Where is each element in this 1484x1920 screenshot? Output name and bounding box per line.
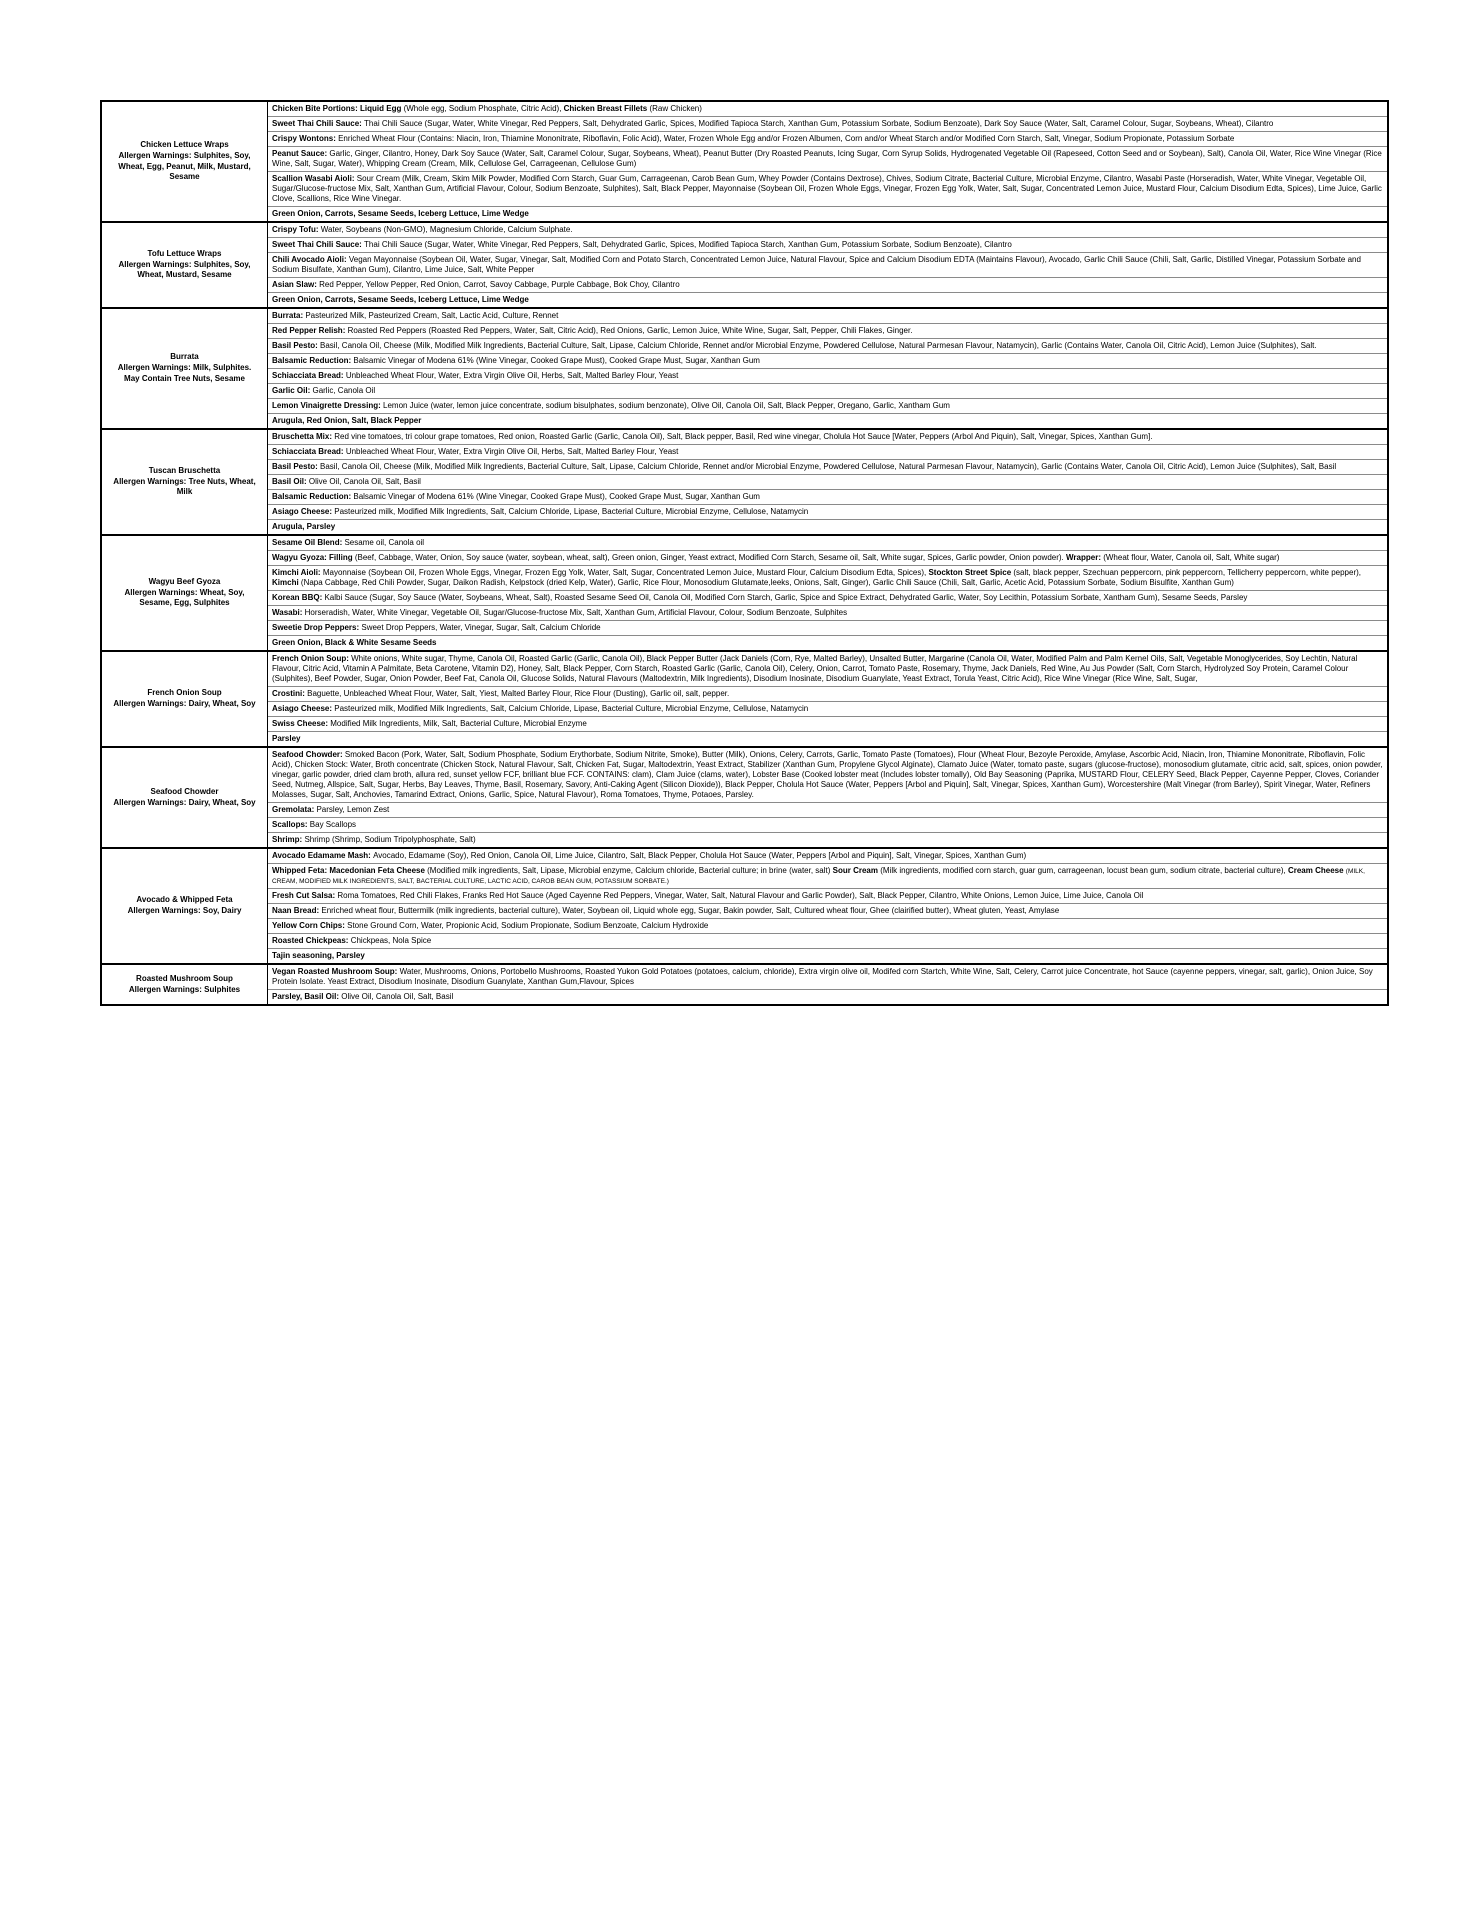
ingredient-row bbox=[268, 652, 1387, 686]
ingredient-text: Unbleached Wheat Flour, Water, Extra Virgin Olive Oil, Herbs, Salt, Malted Barley Flour, Yeast bbox=[345, 447, 679, 456]
ingredient-row bbox=[268, 948, 1387, 963]
ingredient-component-label: Korean BBQ: bbox=[272, 593, 325, 602]
ingredient-component-label: Stockton Street Spice bbox=[928, 568, 1014, 577]
ingredient-row bbox=[268, 383, 1387, 398]
ingredient-component-label: Balsamic Reduction: bbox=[272, 356, 354, 365]
dish-allergen-warnings: Allergen Warnings: Milk, Sulphites. May Contain Tree Nuts, Sesame bbox=[117, 363, 252, 383]
ingredient-component-label: Whipped Feta: Macedonian Feta Cheese bbox=[272, 866, 428, 875]
ingredient-text: Lemon Juice (water, lemon juice concentrate, sodium bisulphates, sodium benzonate), Olive Oil, Canola Oil, Salt, Black Pepper, Oregano, Garlic, Xantham Gum bbox=[383, 401, 950, 410]
ingredient-row bbox=[268, 504, 1387, 519]
ingredient-text: (Raw Chicken) bbox=[649, 104, 702, 113]
ingredient-row bbox=[268, 277, 1387, 292]
ingredient-text: Pasteurized Milk, Pasteurized Cream, Salt, Lactic Acid, Culture, Rennet bbox=[305, 311, 559, 320]
ingredient-component-label: French Onion Soup: bbox=[272, 654, 352, 663]
ingredient-text: Olive Oil, Canola Oil, Salt, Basil bbox=[308, 477, 421, 486]
ingredient-row bbox=[268, 252, 1387, 277]
ingredient-row bbox=[268, 686, 1387, 701]
ingredient-text: Sesame oil, Canola oil bbox=[344, 538, 425, 547]
ingredient-row bbox=[268, 353, 1387, 368]
ingredient-text: Modified Milk Ingredients, Milk, Salt, Bacterial Culture, Microbial Enzyme bbox=[330, 719, 587, 728]
allergen-ingredient-table bbox=[100, 100, 1389, 1006]
ingredient-text: Horseradish, Water, White Vinegar, Vegetable Oil, Sugar/Glucose-fructose Mix, Salt, Xanthan Gum, Artificial Flavour, Colour, Sodium Benzoate, Sulphites bbox=[304, 608, 848, 617]
ingredient-component-label: Bruschetta Mix: bbox=[272, 432, 335, 441]
ingredient-row bbox=[268, 989, 1387, 1004]
ingredient-component-label: Chili Avocado Aioli: bbox=[272, 255, 349, 264]
ingredient-text: Olive Oil, Canola Oil, Salt, Basil bbox=[341, 992, 454, 1002]
ingredient-row bbox=[268, 474, 1387, 489]
ingredient-text: Balsamic Vinegar of Modena 61% (Wine Vinegar, Cooked Grape Must), Cooked Grape Must, Sugar, Xanthan Gum bbox=[353, 356, 760, 365]
ingredient-component-label: Tajin seasoning, Parsley bbox=[272, 951, 365, 961]
dish-name: Chicken Lettuce Wraps bbox=[140, 139, 229, 149]
ingredient-row bbox=[268, 444, 1387, 459]
ingredient-component-label: Avocado Edamame Mash: bbox=[272, 851, 374, 860]
dish-row bbox=[102, 746, 1387, 847]
ingredient-row bbox=[268, 748, 1387, 802]
ingredient-component-label: Asiago Cheese: bbox=[272, 507, 335, 516]
ingredient-row bbox=[268, 223, 1387, 237]
ingredient-text: Kalbi Sauce (Sugar, Soy Sauce (Water, Soybeans, Wheat, Salt), Roasted Sesame Seed Oil, Canola Oil, Modified Corn Starch, Garlic, Spice and Spice Extract, Dehydrated Garlic, Water, Soy Lecithin, Potassium Sorbate, Xantham Gum), Sesame Seeds, Parsley bbox=[324, 593, 1248, 602]
ingredient-row bbox=[268, 146, 1387, 171]
ingredient-text: Thai Chili Sauce (Sugar, Water, White Vinegar, Red Peppers, Salt, Dehydrated Garlic, Spices, Modified Tapioca Starch, Xanthan Gum, Potassium Sorbate, Sodium Benzoate), Cilantro bbox=[364, 240, 1012, 249]
ingredient-text: Roasted Red Peppers (Roasted Red Peppers, Water, Salt, Citric Acid), Red Onions, Garlic, Lemon Juice, White Wine, Sugar, Salt, Pepper, Chili Flakes, Ginger. bbox=[347, 326, 913, 335]
dish-allergen-warnings: Allergen Warnings: Soy, Dairy bbox=[127, 906, 242, 916]
ingredient-row bbox=[268, 863, 1387, 888]
dish-name-cell bbox=[102, 102, 268, 221]
ingredient-text: (Whole egg, Sodium Phosphate, Citric Acid), bbox=[403, 104, 564, 113]
dish-name-cell bbox=[102, 430, 268, 534]
ingredient-component-label: Kimchi Aioli: bbox=[272, 568, 323, 577]
ingredient-text: Water, Mushrooms, Onions, Portobello Mushrooms, Roasted Yukon Gold Potatoes (potatoes, calcium, chloride), Extra virgin olive oil, Modifed corn Startch, White Wine, Salt, Celery, Carrot juice Concentrate, hot Sauce (cayenne peppers, vinegar, salt, garlic), Onion Juice, Soy Protein Isolate. Yeast Extract, Disodium Inosinate, Disodium Guanylate, Xanthan Gum,Flavour, Spices bbox=[272, 967, 1373, 987]
ingredient-text: (salt, black pepper, Szechuan peppercorn, pink peppercorn, Tellicherry peppercorn, white pepper), bbox=[1013, 568, 1361, 577]
ingredient-row bbox=[268, 590, 1387, 605]
ingredient-text: Garlic, Canola Oil bbox=[312, 386, 376, 395]
ingredient-rows bbox=[268, 536, 1387, 650]
ingredient-component-label: Sweetie Drop Peppers: bbox=[272, 623, 362, 632]
ingredient-rows bbox=[268, 223, 1387, 307]
ingredient-text: White onions, White sugar, Thyme, Canola Oil, Roasted Garlic (Garlic, Canola Oil), Black Pepper Butter (Jack Daniels (Corn, Rye, Malted Barley), Unsalted Butter, Margarine (Canola Oil, Water, Modified Palm and Palm Kernel Oils, Salt, Vegetable Monoglycerides, Soy Lechtin, Natural Flavour, Citric Acid, Vitamin A Palmitate, Beta Carotene, Vitamin D2), Honey, Salt, Black Pepper, Corn Starch, Roasted Garlic (Garlic, Canola Oil), Celery, Onion, Carrot, Tomato Paste, Rosemary, Thyme, Jack Daniels, Red Wine, Au Jus Powder (Salt, Corn Starch, Hydrolyzed Soy Protein, Caramel Colour (Sulphites), Beef Powder, Sugar, Onion Powder, Beef Fat, Canola Oil, Glucose Solids, Natural Flavours (Maltodextrin, Milk Ingredients), Disodium Inosinate, Disodium Guanylate, Yeast Extract, Torula Yeast, Citric Acid), Rice Wine Vinegar (Rice Wine, Salt, Sugar, bbox=[272, 654, 1358, 683]
dish-row bbox=[102, 307, 1387, 428]
ingredient-text: Avocado, Edamame (Soy), Red Onion, Canola Oil, Lime Juice, Cilantro, Salt, Black Pepper, Cholula Hot Sauce (Water, Peppers [Arbol and Piquin], Salt, Vinegar, Spices, Xanthan Gum) bbox=[373, 851, 1027, 860]
ingredient-row bbox=[268, 489, 1387, 504]
dish-name-cell bbox=[102, 536, 268, 650]
dish-name: Wagyu Beef Gyoza bbox=[148, 576, 221, 586]
ingredient-row bbox=[268, 550, 1387, 565]
ingredient-rows bbox=[268, 102, 1387, 221]
ingredient-component-label: Balsamic Reduction: bbox=[272, 492, 354, 501]
ingredient-component-label: Green Onion, Carrots, Sesame Seeds, Iceberg Lettuce, Lime Wedge bbox=[272, 209, 529, 218]
ingredient-row bbox=[268, 731, 1387, 746]
ingredient-component-label: Asiago Cheese: bbox=[272, 704, 335, 713]
ingredient-row bbox=[268, 903, 1387, 918]
dish-allergen-warnings: Allergen Warnings: Tree Nuts, Wheat, Milk bbox=[113, 476, 256, 497]
ingredient-text: Unbleached Wheat Flour, Water, Extra Virgin Olive Oil, Herbs, Salt, Malted Barley Flour, Yeast bbox=[345, 371, 679, 380]
ingredient-text: Roma Tomatoes, Red Chili Flakes, Franks Red Hot Sauce (Aged Cayenne Red Peppers, Vinegar, Water, Salt, Natural Flavour and Garlic Powder), Salt, Black Pepper, Cilantro, White Onions, Lemon Juice, Lime Juice, Canola Oil bbox=[337, 891, 1144, 901]
dish-name: Tuscan Bruschetta bbox=[148, 465, 221, 475]
dish-name: Burrata bbox=[170, 352, 199, 362]
ingredient-component-label: Garlic Oil: bbox=[272, 386, 313, 395]
ingredient-row bbox=[268, 519, 1387, 534]
ingredient-text: Balsamic Vinegar of Modena 61% (Wine Vinegar, Cooked Grape Must), Cooked Grape Must, Sugar, Xanthan Gum bbox=[353, 492, 760, 501]
ingredient-component-label: Basil Pesto: bbox=[272, 462, 321, 471]
dish-name-cell bbox=[102, 223, 268, 307]
ingredient-text: Shrimp (Shrimp, Sodium Tripolyphosphate, Salt) bbox=[304, 835, 476, 844]
ingredient-text: Baguette, Unbleached Wheat Flour, Water, Salt, Yiest, Malted Barley Flour, Rice Flour (Dusting), Garlic oil, salt, pepper. bbox=[307, 689, 730, 698]
ingredient-rows bbox=[268, 748, 1387, 847]
ingredient-row bbox=[268, 817, 1387, 832]
dish-name-cell bbox=[102, 748, 268, 847]
ingredient-component-label: Schiacciata Bread: bbox=[272, 371, 346, 380]
ingredient-row bbox=[268, 116, 1387, 131]
ingredient-row bbox=[268, 832, 1387, 847]
ingredient-component-label: Arugula, Parsley bbox=[272, 522, 336, 531]
ingredient-text: Vegan Mayonnaise (Soybean Oil, Water, Sugar, Vinegar, Salt, Modified Corn and Potato Starch, Concentrated Lemon Juice, Natural Flavour, Spice and Calcium Disodium EDTA (Maintains Flavour), Avocado, Garlic Chili Sauce (Chili, Salt, Garlic, Distilled Vinegar, Potassium Sorbate and Sodium Bisulfate, Xanthan Gum), Cilantro, Lime Juice, Salt, White Pepper bbox=[272, 255, 1361, 274]
ingredient-component-label: Chicken Breast Fillets bbox=[563, 104, 650, 113]
ingredient-text: (Beef, Cabbage, Water, Onion, Soy sauce (water, soybean, wheat, salt), Green onion, Ginger, Yeast extract, Modified Corn Starch, Sesame oil, Salt, White sugar, Spices, Garlic powder, Onion powder). bbox=[354, 553, 1067, 562]
ingredient-component-label: Burrata: bbox=[272, 311, 306, 320]
ingredient-component-label: Wasabi: bbox=[272, 608, 305, 617]
ingredient-component-label: Wagyu Gyoza: Filling bbox=[272, 553, 355, 562]
ingredient-text: Smoked Bacon (Pork, Water, Salt, Sodium Phosphate, Sodium Erythorbate, Sodium Nitrite, Smoke), Butter (Milk), Onions, Celery, Carrots, Garlic, Tomato Paste (Tomatoes), Flour (Wheat Flour, Bezoyle Peroxide, Amylase, Ascorbic Acid, Niacin, Iron, Thiamine Mononitrate, Riboflavin, Folic Acid), Chicken Stock: Water, Broth concentrate (Chicken Stock, Natural Flavour, Salt, Chicken Fat, Sugar, Maltodextrin, Yeast Extract, Stabilizer (Xanthan Gum, Propylene Glycol Alginate), Clamato Juice (Water, tomato paste, sugars (glucose-fructose), monosodium glutamate, citric acid, salt, spices, onion powder, vinegar, garlic powder, dried clam broth, allura red, sunset yellow FCF, brilliant blue FCF. CONTAINS: clam), Clam Juice (clams, water), Lobster Base (Cooked lobster meat (Includes lobster tomally), Old Bay Seasoning (Paprika, MUSTARD Flour, CELERY Seed, Black Pepper, Cayenne Pepper, Cloves, Coriander Seed, Nutmeg, Allspice, Salt, Sugar, Herbs, Bay Leaves, Thyme, Basil, Rosemary, Savory, Anti-Caking Agent (Silicon Dioxide)), Black Pepper, Cholula Hot Sauce (Water, Peppers [Arbol and Piquin], Salt, Vinegar, Spices, Xanthan Gum), Worcestershire (Malt Vinegar (from Barley), Spirit Vinegar, Water, Refiners Molasses, Sugar, Salt, Anchovies, Tamarind Extract, Onions, Garlic, Spice, Natural Flavour), Roma Tomatoes, Thyme, Potaoes, Parsley. bbox=[272, 750, 1383, 799]
ingredient-text: Thai Chili Sauce (Sugar, Water, White Vinegar, Red Peppers, Salt, Dehydrated Garlic, Spices, Modified Tapioca Starch, Xanthan Gum, Potassium Sorbate, Sodium Benzoate), Dark Soy Sauce (Water, Salt, Caramel Colour, Sugar, Soybeans, Wheat), Cilantro bbox=[364, 119, 1274, 128]
ingredient-row bbox=[268, 102, 1387, 116]
dish-allergen-warnings: Allergen Warnings: Wheat, Soy, Sesame, Egg, Sulphites bbox=[124, 587, 245, 608]
ingredient-rows bbox=[268, 430, 1387, 534]
dish-row bbox=[102, 963, 1387, 1004]
ingredient-row bbox=[268, 933, 1387, 948]
ingredient-row bbox=[268, 918, 1387, 933]
ingredient-row bbox=[268, 323, 1387, 338]
ingredient-row bbox=[268, 413, 1387, 428]
ingredient-component-label: Schiacciata Bread: bbox=[272, 447, 346, 456]
ingredient-component-label: Sweet Thai Chili Sauce: bbox=[272, 240, 365, 249]
ingredient-component-label: Fresh Cut Salsa: bbox=[272, 891, 338, 901]
ingredient-component-label: Basil Oil: bbox=[272, 477, 309, 486]
ingredient-text: (Milk ingredients, modified corn starch, guar gum, carrageenan, locust bean gum, sodium citrate, bacterial culture), bbox=[880, 866, 1288, 875]
dish-allergen-warnings: Allergen Warnings: Sulphites, Soy, Wheat, Egg, Peanut, Milk, Mustard, Sesame bbox=[118, 150, 251, 182]
dish-row bbox=[102, 534, 1387, 650]
ingredient-row bbox=[268, 338, 1387, 353]
ingredient-row bbox=[268, 292, 1387, 307]
ingredient-row bbox=[268, 965, 1387, 989]
ingredient-text: (Modified milk ingredients, Salt, Lipase, Microbial enzyme, Calcium chloride, Bacterial culture; in brine (water, salt) bbox=[427, 866, 833, 875]
dish-name: Seafood Chowder bbox=[150, 786, 219, 796]
ingredient-text: Garlic, Ginger, Cilantro, Honey, Dark Soy Sauce (Water, Salt, Caramel Colour, Sugar, Soybeans, Wheat), Peanut Butter (Dry Roasted Peanuts, Icing Sugar, Corn Syrup Solids, Hydrogenated Vegetable Oil (Rapeseed, Cotton Seed and or Soybean), Salt), Canola Oil, Water, Rice Wine Vinegar (Rice Wine, Salt, Sugar, Water), Whipping Cream (Cream, Milk, Cellulose Gel, Carrageenan, Cellulose Gum) bbox=[272, 149, 1382, 168]
dish-allergen-warnings: Allergen Warnings: Sulphites, Soy, Wheat, Mustard, Sesame bbox=[118, 259, 251, 280]
ingredient-text: Bay Scallops bbox=[309, 820, 357, 829]
ingredient-component-label: Vegan Roasted Mushroom Soup: bbox=[272, 967, 400, 977]
ingredient-rows bbox=[268, 652, 1387, 746]
ingredient-component-label: Sweet Thai Chili Sauce: bbox=[272, 119, 365, 128]
ingredient-component-label: Naan Bread: bbox=[272, 906, 322, 916]
ingredient-component-label: Lemon Vinaigrette Dressing: bbox=[272, 401, 383, 410]
ingredient-component-label: Scallops: bbox=[272, 820, 310, 829]
ingredient-text: Mayonnaise (Soybean Oil, Frozen Whole Eggs, Vinegar, Frozen Egg Yolk, Water, Salt, Sugar, Concentrated Lemon Juice, Mustard Flour, Calcium Disodium Edta, Spices), bbox=[322, 568, 929, 577]
ingredient-text: Red Pepper, Yellow Pepper, Red Onion, Carrot, Savoy Cabbage, Purple Cabbage, Bok Choy, Cilantro bbox=[319, 280, 680, 289]
ingredient-component-label: Crostini: bbox=[272, 689, 308, 698]
ingredient-component-label: Shrimp: bbox=[272, 835, 305, 844]
ingredient-component-label: Kimchi bbox=[272, 578, 301, 587]
ingredient-text: Pasteurized milk, Modified Milk Ingredients, Salt, Calcium Chloride, Lipase, Bacterial Culture, Microbial Enzyme, Cellulose, Natamycin bbox=[334, 507, 809, 516]
ingredient-text: Pasteurized milk, Modified Milk Ingredients, Salt, Calcium Chloride, Lipase, Bacterial Culture, Microbial Enzyme, Cellulose, Natamycin bbox=[334, 704, 809, 713]
ingredient-component-label: Wrapper: bbox=[1066, 553, 1104, 562]
ingredient-component-label: Seafood Chowder: bbox=[272, 750, 345, 759]
ingredient-component-label: Green Onion, Carrots, Sesame Seeds, Iceberg Lettuce, Lime Wedge bbox=[272, 295, 529, 304]
ingredient-component-label: Crispy Wontons: bbox=[272, 134, 339, 143]
ingredient-text: Enriched wheat flour, Buttermilk (milk ingredients, bacterial culture), Water, Soybean oil, Liquid whole egg, Sugar, Bakin powder, Salt, Cultured wheat flour, Ghee (clairified butter), Wheat gluten, Yeast, Amylase bbox=[321, 906, 1060, 916]
ingredient-row bbox=[268, 368, 1387, 383]
dish-name: Roasted Mushroom Soup bbox=[136, 973, 233, 983]
ingredient-component-label: Roasted Chickpeas: bbox=[272, 936, 351, 946]
ingredient-text: Basil, Canola Oil, Cheese (Milk, Modified Milk Ingredients, Bacterial Culture, Salt, Lipase, Calcium Chloride, Rennet and/or Microbial Enzyme, Powdered Cellulose, Natural Parmesan Flavour, Natamycin), Garlic (Contains Water, Canola Oil, Citric Acid), Lemon Juice (Sulphites), Salt, Basil bbox=[320, 462, 1337, 471]
dish-name-cell bbox=[102, 849, 268, 963]
ingredient-row bbox=[268, 536, 1387, 550]
ingredient-row bbox=[268, 309, 1387, 323]
dish-allergen-warnings: Allergen Warnings: Sulphites bbox=[128, 984, 241, 994]
ingredient-rows bbox=[268, 965, 1387, 1004]
ingredient-row bbox=[268, 701, 1387, 716]
ingredient-component-label: Scallion Wasabi Aioli: bbox=[272, 174, 357, 183]
ingredient-row bbox=[268, 131, 1387, 146]
dish-name: French Onion Soup bbox=[147, 688, 222, 698]
ingredient-component-label: Parsley, Basil Oil: bbox=[272, 992, 342, 1002]
ingredient-row bbox=[268, 802, 1387, 817]
ingredient-component-label: Gremolata: bbox=[272, 805, 317, 814]
ingredient-component-label: Chicken Bite Portions: Liquid Egg bbox=[272, 104, 404, 113]
ingredient-component-label: Sesame Oil Blend: bbox=[272, 538, 345, 547]
dish-name-cell bbox=[102, 965, 268, 1004]
ingredient-text: Sweet Drop Peppers, Water, Vinegar, Sugar, Salt, Calcium Chloride bbox=[361, 623, 601, 632]
ingredient-text: Chickpeas, Nola Spice bbox=[350, 936, 432, 946]
ingredient-text: (Napa Cabbage, Red Chili Powder, Sugar, Daikon Radish, Kelpstock (dried Kelp, Water), Garlic, Rice Flour, Monosodium Glutamate,leeks, Onions, Salt, Ginger), Garlic Chili Sauce (Chili, Salt, Garlic, Acetic Acid, Potassium Sorbate, Sodium Bisulfite, Xanthan Gum) bbox=[300, 578, 1234, 587]
dish-name-cell bbox=[102, 652, 268, 746]
ingredient-text: (MILK, CREAM, MODIFIED MILK INGREDIENTS, SALT, BACTERIAL CULTURE, LACTIC ACID, CAROB BEAN GUM, POTASSIUM SORBATE.) bbox=[272, 868, 1365, 886]
ingredient-row bbox=[268, 398, 1387, 413]
dish-row bbox=[102, 650, 1387, 746]
dish-name: Tofu Lettuce Wraps bbox=[147, 248, 222, 258]
ingredient-row bbox=[268, 849, 1387, 863]
ingredient-row bbox=[268, 430, 1387, 444]
ingredient-text: Water, Soybeans (Non-GMO), Magnesium Chloride, Calcium Sulphate. bbox=[320, 225, 573, 234]
ingredient-component-label: Sour Cream bbox=[832, 866, 881, 875]
ingredient-component-label: Green Onion, Black & White Sesame Seeds bbox=[272, 638, 437, 647]
ingredient-row bbox=[268, 605, 1387, 620]
ingredient-component-label: Basil Pesto: bbox=[272, 341, 321, 350]
ingredient-row bbox=[268, 565, 1387, 590]
ingredient-row bbox=[268, 716, 1387, 731]
ingredient-text: Basil, Canola Oil, Cheese (Milk, Modified Milk Ingredients, Bacterial Culture, Salt, Lipase, Calcium Chloride, Rennet and/or Microbial Enzyme, Powdered Cellulose, Natural Parmesan Flavour, Natamycin), Garlic (Contains Water, Canola Oil, Citric Acid), Lemon Juice (Sulphites), Salt. bbox=[320, 341, 1317, 350]
ingredient-component-label: Peanut Sauce: bbox=[272, 149, 330, 158]
ingredient-component-label: Cream Cheese bbox=[1287, 866, 1346, 875]
ingredient-rows bbox=[268, 309, 1387, 428]
ingredient-component-label: Arugula, Red Onion, Salt, Black Pepper bbox=[272, 416, 422, 425]
ingredient-row bbox=[268, 620, 1387, 635]
dish-row bbox=[102, 221, 1387, 307]
dish-allergen-warnings: Allergen Warnings: Dairy, Wheat, Soy bbox=[113, 797, 256, 807]
ingredient-row bbox=[268, 459, 1387, 474]
ingredient-row bbox=[268, 206, 1387, 221]
dish-row bbox=[102, 102, 1387, 221]
ingredient-row bbox=[268, 635, 1387, 650]
dish-name-cell bbox=[102, 309, 268, 428]
dish-name: Avocado & Whipped Feta bbox=[136, 895, 233, 905]
ingredient-text: Enriched Wheat Flour (Contains: Niacin, Iron, Thiamine Mononitrate, Riboflavin, Folic Acid), Water, Frozen Whole Egg and/or Frozen Albumen, Corn and/or Wheat Starch and/or Modified Corn Starch, Salt, Vinegar, Sodium Propionate, Potassium Sorbate bbox=[338, 134, 1235, 143]
dish-allergen-warnings: Allergen Warnings: Dairy, Wheat, Soy bbox=[113, 699, 256, 708]
dish-row bbox=[102, 428, 1387, 534]
ingredient-component-label: Yellow Corn Chips: bbox=[272, 921, 348, 931]
ingredient-rows bbox=[268, 849, 1387, 963]
ingredient-component-label: Asian Slaw: bbox=[272, 280, 320, 289]
ingredient-text: Parsley, Lemon Zest bbox=[316, 805, 390, 814]
ingredient-component-label: Swiss Cheese: bbox=[272, 719, 331, 728]
ingredient-component-label: Red Pepper Relish: bbox=[272, 326, 348, 335]
ingredient-component-label: Parsley bbox=[272, 734, 301, 743]
ingredient-text: Red vine tomatoes, tri colour grape tomatoes, Red onion, Roasted Garlic (Garlic, Canola Oil), Salt, Black pepper, Basil, Red wine vinegar, Cholula Hot Sauce [Water, Peppers (Arbol And Piquin), Salt, Vinegar, Spices, Xanthan Gum]. bbox=[334, 432, 1153, 441]
ingredient-row bbox=[268, 171, 1387, 206]
ingredient-text: (Wheat flour, Water, Canola oil, Salt, White sugar) bbox=[1103, 553, 1280, 562]
dish-row bbox=[102, 847, 1387, 963]
ingredient-component-label: Crispy Tofu: bbox=[272, 225, 321, 234]
ingredient-row bbox=[268, 237, 1387, 252]
ingredient-row bbox=[268, 888, 1387, 903]
ingredient-text: Stone Ground Corn, Water, Propionic Acid, Sodium Propionate, Sodium Benzoate, Calcium Hydroxide bbox=[347, 921, 709, 931]
ingredient-text: Sour Cream (Milk, Cream, Skim Milk Powder, Modified Corn Starch, Guar Gum, Carrageenan, Carob Bean Gum, Whey Powder (Contains Dextrose), Chives, Sodium Citrate, Bacterial Culture, Microbial Enzyme, Cilantro, Wasabi Paste (Horseradish, Water, White Vinegar, Vegetable Oil, Sugar/Glucose-fructose Mix, Salt, Xanthan Gum, Artificial Flavour, Colour, Sodium Benzoate, Sulphites), Salt, Black Pepper, Mayonnaise (Soybean Oil, Frozen Whole Eggs, Vinegar, Frozen Egg Yolk, Water, Salt, Sugar, Concentrated Lemon Juice, Mustard Flour, Calcium Disodium Edta, Spices), Lime Juice, Garlic Clove, Scallions, Rice Wine Vinegar. bbox=[272, 174, 1382, 203]
